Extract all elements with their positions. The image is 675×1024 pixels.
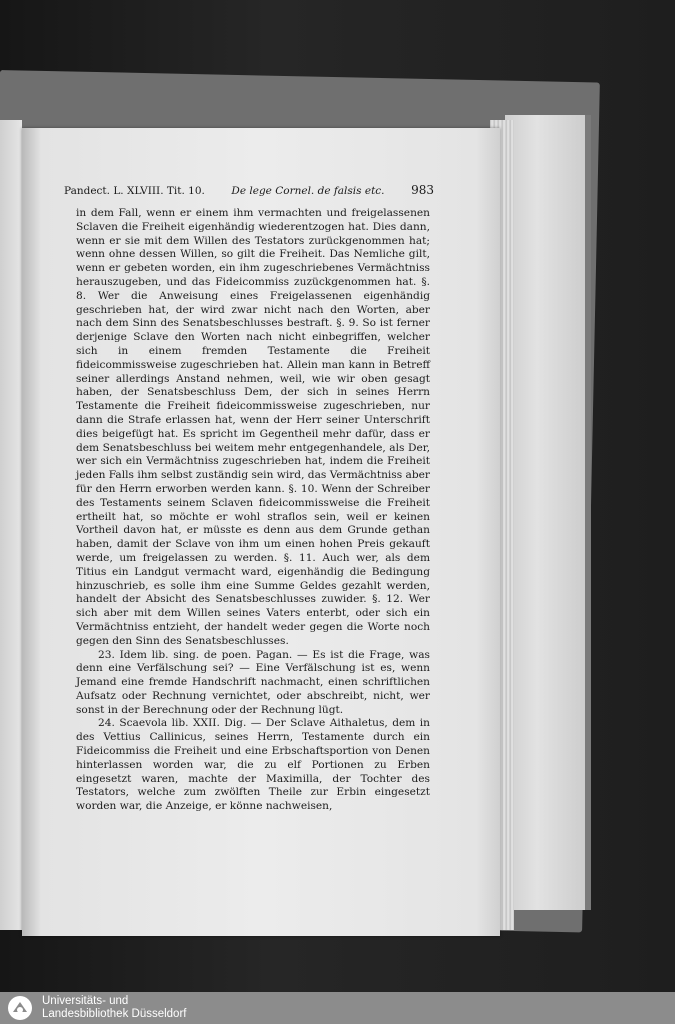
header-title: De lege Cornel. de falsis etc.	[231, 185, 385, 197]
header-left: Pandect. L. XLVIII. Tit. 10.	[64, 185, 205, 197]
library-name-line2: Landesbibliothek Düsseldorf	[42, 1008, 187, 1020]
paragraph-2: 23. Idem lib. sing. de poen. Pagan. — Es ist die Frage, was denn eine Verfälschung sei? — Eine Verfälschung ist es, wenn Jemand eine fremde Handschrift nachmacht, einen schriftlichen Aufsatz oder Rechnung vernichtet, oder abschreibt, nicht, wer sonst in der Berechnung oder der Rechnung lügt.	[76, 648, 430, 716]
body-text	[76, 207, 430, 814]
library-name-line1: Universitäts- und	[42, 995, 129, 1007]
running-header	[64, 183, 434, 197]
back-page-edge	[505, 115, 591, 910]
paragraph-1: in dem Fall, wenn er einem ihm vermachten und freigelassenen Sclaven die Freiheit eigenhändig wiederentzogen hat. Dies dann, wenn er sie mit dem Willen des Testators zurückgenommen hat; wenn ohne dessen Willen, so gilt die Freiheit. Das Nemliche gilt, wenn er gebeten worden, ein ihm zugeschriebenes Vermächtniss herauszugeben, und das Fideicommiss zuzückgenommen hat. §. 8. Wer die Anweisung eines Freigelassenen eigenhändig geschrieben hat, der wird zwar nicht nach den Worten, aber nach dem Sinn des Senatsbeschlusses bestraft. §. 9. So ist ferner derjenige Sclave den Worten nach nicht einbegriffen, welcher sich in einem fremden Testamente die Freiheit fideicommissweise zugeschrieben hat. Allein man kann in Betreff seiner allerdings Anstand nehmen, weil, wie wir oben gesagt haben, der Senatsbeschluss Dem, der sich in seines Herrn Testamente die Freiheit fideicommissweise zugeschrieben, nur dann die Strafe erlassen hat, wenn der Herr seiner Unterschrift dies beigefügt hat. Es spricht im Gegentheil mehr dafür, dass er dem Senatsbeschluss bei weitem mehr entgegenhandele, als Der, wer sich ein Vermächtniss zugeschrieben hat, indem die Freiheit jeden Falls ihm selbst zuständig sein wird, das Vermächtniss aber für den Herrn erworben werden kann. §. 10. Wenn der Schreiber des Testaments seinem Sclaven fideicommissweise die Freiheit ertheilt hat, so möchte er wohl straflos sein, weil er keinen Vortheil davon hat, er müsste es denn aus dem Grunde gethan haben, damit der Sclave von ihm um einen hohen Preis gekauft werde, um freigelassen zu werden. §. 11. Auch wer, als dem Titius ein Landgut vermacht ward, eigenhändig die Bedingung hinzuschrieb, es solle ihm eine Summe Geldes gezahlt werden, handelt der Absicht des Senatsbeschlusses zuwider. §. 12. Wer sich aber mit dem Willen seines Vaters enterbt, oder sich ein Vermächtniss entzieht, der handelt weder gegen die Worte noch gegen den Sinn des Senatsbeschlusses.	[76, 207, 430, 647]
library-footer	[0, 992, 675, 1024]
left-page-edge	[0, 120, 22, 930]
library-logo-icon[interactable]	[4, 992, 36, 1024]
page-number: 983	[411, 183, 434, 197]
library-name[interactable]	[42, 995, 186, 1021]
paragraph-3: 24. Scaevola lib. XXII. Dig. — Der Sclave Aithaletus, dem in des Vettius Callinicus, seines Herrn, Testamente durch ein Fideicommiss die Freiheit und eine Erbschaftsportion von Denen hinterlassen worden war, die zu elf Portionen zu Erben eingesetzt waren, machte der Maximilla, der Tochter des Testators, welche zum zwölften Theile zur Erbin eingesetzt worden war, die Anzeige, er könne nachweisen,	[76, 717, 430, 813]
